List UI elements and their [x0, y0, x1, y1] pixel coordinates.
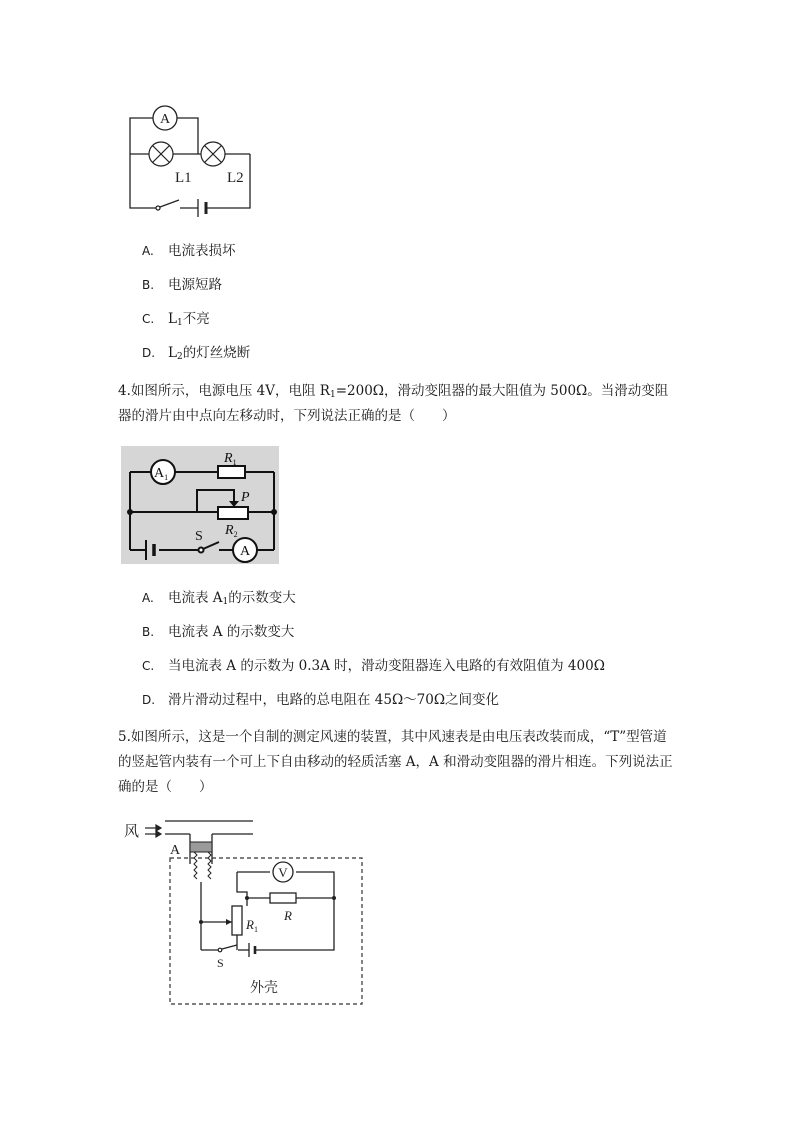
option-letter: A.	[142, 244, 154, 258]
resistor-r-icon	[270, 893, 296, 903]
option-text-post: 的示数变大	[228, 590, 296, 606]
option-letter: C.	[142, 312, 155, 326]
option-a[interactable]	[142, 589, 296, 607]
wind-label: 风	[124, 824, 140, 840]
battery-icon	[198, 199, 206, 217]
option-b[interactable]	[142, 623, 294, 641]
switch-s-label: S	[195, 529, 203, 544]
option-letter: D.	[142, 346, 156, 360]
option-d[interactable]	[142, 691, 499, 709]
option-text-sub: 2	[176, 352, 183, 362]
voltmeter-icon	[273, 862, 293, 882]
option-text-sub: 1	[222, 597, 229, 607]
option-letter: C.	[142, 659, 155, 673]
option-text: 电流表损坏	[168, 243, 236, 259]
option-text-post: 不亮	[182, 311, 210, 327]
option-b[interactable]	[142, 276, 222, 294]
lamp-l2-label: L2	[227, 170, 244, 186]
option-d[interactable]	[142, 344, 250, 362]
ammeter-a-icon	[233, 538, 257, 562]
resistor-r-label: R	[284, 908, 292, 923]
option-text-pre: 电流表 A	[168, 590, 223, 606]
rheostat-r1-icon	[232, 906, 242, 935]
piston-icon	[190, 842, 212, 852]
shell-label: 外壳	[250, 981, 278, 996]
option-a[interactable]	[142, 242, 236, 260]
lamp-l1-icon	[149, 142, 173, 166]
rheostat-r1-label: $R_1$	[246, 917, 258, 934]
voltmeter-v-label: V	[278, 865, 288, 880]
switch-s-label: S	[217, 956, 224, 970]
ammeter-a1-icon	[151, 460, 175, 484]
option-letter: B.	[142, 625, 155, 639]
question-4-stem: 4.如图所示，电源电压 4V，电阻 $R_1=200\Omega$，滑动变阻器的最大阻值为 500Ω。当滑动变阻器的滑片由中点向左移动时，下列说法正确的是（ ）	[118, 383, 669, 424]
battery-icon	[249, 943, 255, 957]
option-letter: A.	[142, 591, 154, 605]
option-text-pre: L	[168, 311, 177, 327]
ammeter-label: A	[159, 112, 171, 127]
ammeter-a-label: A	[239, 544, 251, 559]
switch-icon	[156, 200, 179, 210]
option-text-post: 的灯丝烧断	[182, 345, 251, 361]
option-letter: B.	[142, 278, 155, 292]
resistor-r1-label: $R_1$	[224, 451, 237, 467]
lamp-l1-label: L1	[175, 170, 192, 186]
rheostat-r2-label: $R_2$	[225, 523, 238, 539]
circuit-diagram-q3	[120, 98, 260, 220]
spring-icon	[194, 852, 211, 879]
piston-a-label: A	[170, 843, 181, 858]
circuit-diagram-q4	[121, 446, 279, 564]
option-text: 滑片滑动过程中，电路的总电阻在 45Ω～70Ω之间变化	[168, 692, 500, 708]
question-5-stem: 5.如图所示，这是一个自制的测定风速的装置，其中风速表是由电压表改装而成，“T”型管道的竖起管内装有一个可上下自由移动的轻质活塞 A，A 和滑动变阻器的滑片相连。下列说法正确的是（ ）	[118, 729, 673, 795]
option-c[interactable]	[142, 310, 210, 328]
lamp-l2-icon	[201, 142, 225, 166]
option-text-pre: L	[168, 345, 177, 361]
wind-speed-device-diagram	[120, 812, 370, 1010]
rheostat-r2-icon	[218, 507, 248, 519]
option-text: 当电流表 A 的示数为 0.3A 时，滑动变阻器连入电路的有效阻值为 400Ω	[168, 658, 605, 674]
switch-icon	[218, 945, 237, 952]
option-text: 电流表 A 的示数变大	[168, 624, 295, 640]
option-text-sub: 1	[176, 318, 183, 328]
resistor-r1-icon	[218, 466, 245, 478]
ammeter-a1-label: $A_1$	[153, 466, 169, 482]
slider-p-label: P	[241, 490, 250, 505]
option-letter: D.	[142, 693, 156, 707]
option-c[interactable]	[142, 657, 605, 675]
option-text: 电源短路	[168, 277, 222, 293]
wind-arrows-icon	[145, 825, 161, 837]
ammeter-icon	[153, 106, 177, 130]
